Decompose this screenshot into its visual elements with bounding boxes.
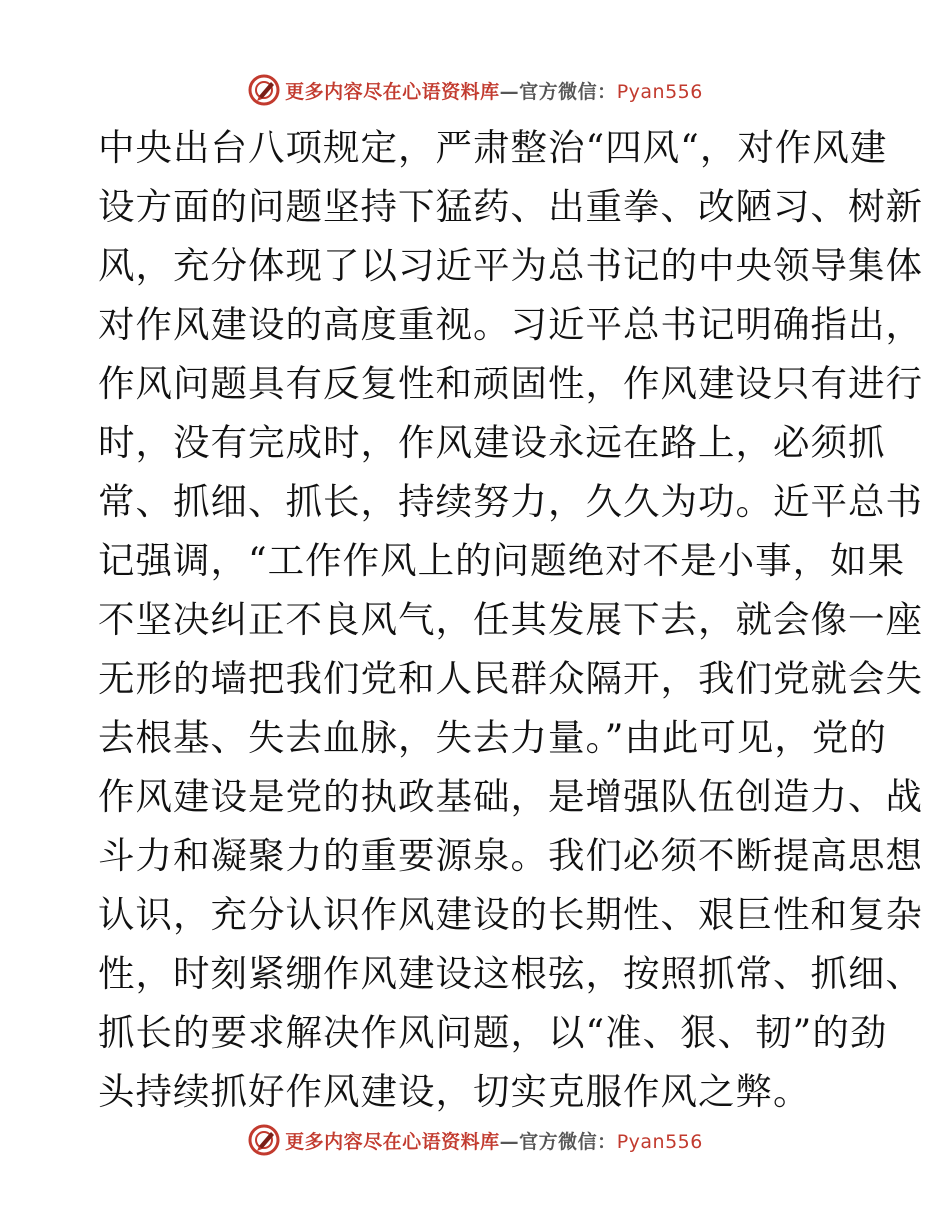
page-footer — [0, 1118, 950, 1162]
body-line: 作风问题具有反复性和顽固性，作风建设只有进行 — [98, 362, 923, 405]
body-line: 性，时刻紧绷作风建设这根弦，按照抓常、抓细、 — [98, 952, 923, 995]
header-wechat-label: 官方微信： — [519, 80, 617, 103]
footer-wechat-id: Pyan556 — [616, 1130, 703, 1153]
footer-banner — [285, 1127, 703, 1154]
body-line: 头持续抓好作风建设，切实克服作风之弊。 — [98, 1070, 811, 1113]
body-line: 认识，充分认识作风建设的长期性、艰巨性和复杂 — [98, 893, 923, 936]
header-separator: — — [499, 80, 520, 103]
body-line: 作风建设是党的执政基础，是增强队伍创造力、战 — [98, 775, 923, 818]
document-body — [98, 118, 923, 1121]
footer-banner-title: 更多内容尽在心语资料库 — [285, 1130, 500, 1153]
body-line: 时，没有完成时，作风建设永远在路上，必须抓 — [98, 421, 886, 464]
body-line: 斗力和凝聚力的重要源泉。我们必须不断提高思想 — [98, 834, 923, 877]
body-line: 去根基、失去血脉，失去力量。”由此可见，党的 — [98, 716, 887, 759]
page-header — [0, 68, 950, 112]
body-line: 设方面的问题坚持下猛药、出重拳、改陋习、树新 — [98, 185, 923, 228]
body-line: 无形的墙把我们党和人民群众隔开，我们党就会失 — [98, 657, 923, 700]
footer-separator: — — [499, 1130, 520, 1153]
header-banner — [285, 77, 703, 104]
red-circle-pen-logo-icon — [247, 73, 281, 107]
body-line: 不坚决纠正不良风气，任其发展下去，就会像一座 — [98, 598, 923, 641]
body-line: 抓长的要求解决作风问题，以“准、狠、韧”的劲 — [98, 1011, 888, 1054]
body-line: 风，充分体现了以习近平为总书记的中央领导集体 — [98, 244, 923, 287]
red-circle-pen-logo-icon — [247, 1123, 281, 1157]
footer-wechat-label: 官方微信： — [519, 1130, 617, 1153]
body-line: 中央出台八项规定，严肃整治“四风“，对作风建 — [98, 126, 888, 169]
header-banner-title: 更多内容尽在心语资料库 — [285, 80, 500, 103]
body-line: 记强调，“工作作风上的问题绝对不是小事，如果 — [98, 539, 906, 582]
body-line: 对作风建设的高度重视。习近平总书记明确指出， — [98, 303, 923, 346]
body-line: 常、抓细、抓长，持续努力，久久为功。近平总书 — [98, 480, 923, 523]
header-wechat-id: Pyan556 — [616, 80, 703, 103]
